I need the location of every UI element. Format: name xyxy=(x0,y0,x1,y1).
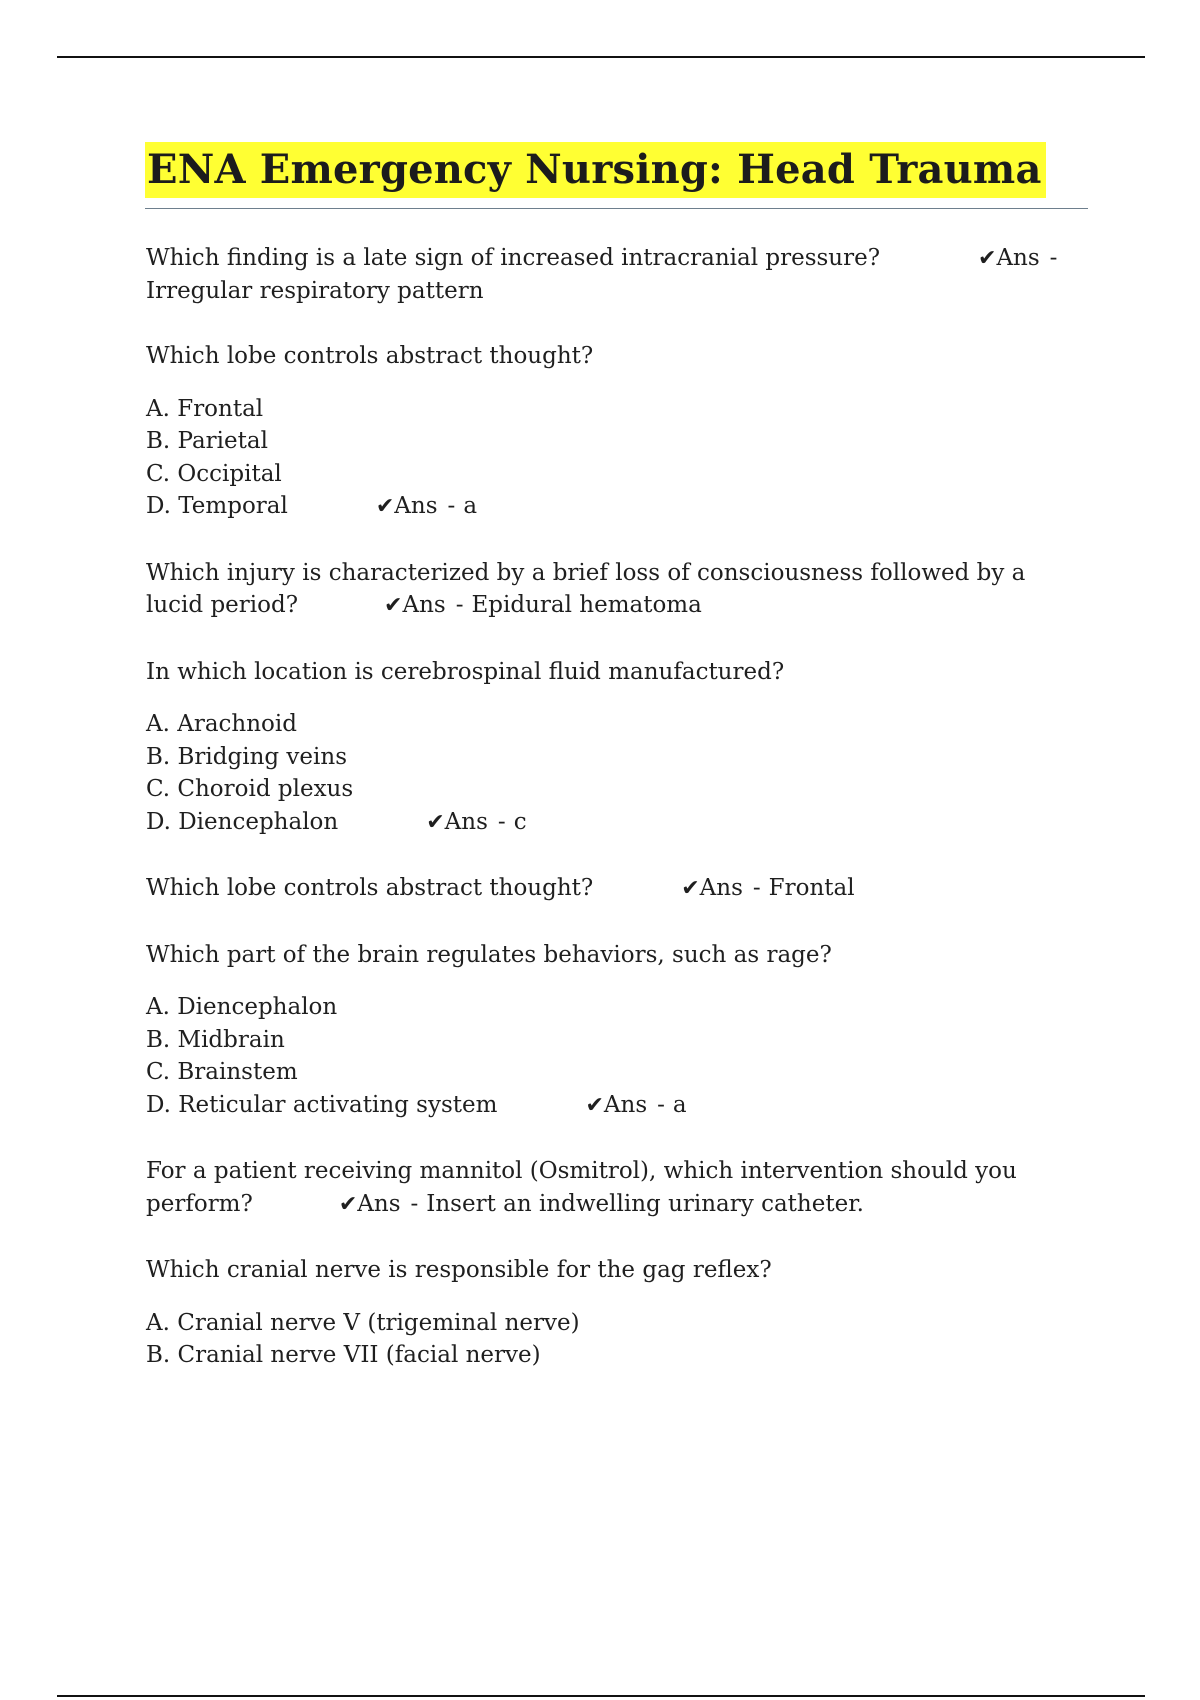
question-text: Which cranial nerve is responsible for the gag reflex? xyxy=(146,1257,772,1283)
answer-text: Epidural hematoma xyxy=(471,592,702,618)
checkmark-icon: ✔ xyxy=(681,876,700,901)
answer-text: Insert an indwelling urinary catheter. xyxy=(426,1190,864,1217)
option-item-with-answer xyxy=(146,490,1086,524)
answer-label: Ans xyxy=(699,875,743,901)
question-block xyxy=(146,939,1086,1123)
option-text: D. Temporal xyxy=(146,493,288,519)
answer-text: c xyxy=(513,808,527,835)
question-block xyxy=(146,1155,1086,1221)
answer-text: a xyxy=(463,493,478,519)
option-item: C. Brainstem xyxy=(146,1059,298,1085)
document-title: ENA Emergency Nursing: Head Trauma xyxy=(145,142,1046,198)
option-item: A. Diencephalon xyxy=(146,994,338,1020)
question-line-with-answer xyxy=(146,589,1086,623)
title-block xyxy=(145,142,1088,209)
checkmark-icon: ✔ xyxy=(338,1191,358,1217)
question-text: For a patient receiving mannitol (Osmitrol), which intervention should you xyxy=(146,1158,1017,1184)
answer-dash: - xyxy=(752,875,761,901)
answer-text: Irregular respiratory pattern xyxy=(146,277,484,304)
option-item: C. Choroid plexus xyxy=(146,776,354,802)
option-text: D. Reticular activating system xyxy=(146,1091,498,1118)
checkmark-icon: ✔ xyxy=(426,809,445,835)
checkmark-icon: ✔ xyxy=(384,593,403,618)
question-text: lucid period? xyxy=(146,592,299,618)
question-block xyxy=(146,557,1086,623)
answer-dash: - xyxy=(455,592,464,618)
option-item-with-answer xyxy=(146,1089,1086,1123)
answer-dash: - xyxy=(410,1190,419,1217)
answer-text: Frontal xyxy=(768,875,855,901)
option-list xyxy=(146,991,1086,1122)
question-block xyxy=(146,242,1086,307)
checkmark-icon: ✔ xyxy=(978,246,997,271)
option-list xyxy=(146,393,1086,524)
option-list xyxy=(146,708,1086,839)
option-item: B. Midbrain xyxy=(146,1026,285,1053)
question-text: perform? xyxy=(146,1190,253,1217)
answer-text: a xyxy=(672,1091,687,1118)
option-item: A. Frontal xyxy=(146,395,264,422)
option-item-with-answer xyxy=(146,806,1086,840)
answer-label: Ans xyxy=(357,1190,401,1217)
answer-dash: - xyxy=(657,1091,665,1118)
question-block xyxy=(146,656,1086,840)
answer-dash: - xyxy=(447,493,456,519)
option-list xyxy=(146,1307,1086,1372)
page-top-rule xyxy=(57,56,1145,58)
answer-marker xyxy=(978,242,1065,276)
answer-label: Ans xyxy=(996,245,1040,271)
answer-label: Ans xyxy=(394,493,438,519)
answer-dash: - xyxy=(497,808,506,835)
question-text: In which location is cerebrospinal fluid manufactured? xyxy=(146,658,785,685)
question-text: Which part of the brain regulates behaviors, such as rage? xyxy=(146,941,832,968)
page-bottom-rule xyxy=(57,1695,1145,1697)
question-block xyxy=(146,1254,1086,1372)
option-item: B. Cranial nerve VII (facial nerve) xyxy=(146,1342,541,1368)
question-block xyxy=(146,872,1086,906)
document-body xyxy=(146,242,1086,1405)
question-text: Which injury is characterized by a brief loss of consciousness followed by a xyxy=(146,559,1026,586)
option-item: B. Parietal xyxy=(146,428,268,454)
answer-label: Ans xyxy=(402,592,446,618)
question-text: Which lobe controls abstract thought? xyxy=(146,343,594,369)
question-block xyxy=(146,340,1086,524)
option-item: A. Arachnoid xyxy=(146,711,297,737)
question-line-with-answer xyxy=(146,1188,1086,1222)
option-item: C. Occipital xyxy=(146,460,282,487)
answer-label: Ans xyxy=(444,808,488,835)
option-text: D. Diencephalon xyxy=(146,808,339,835)
option-item: A. Cranial nerve V (trigeminal nerve) xyxy=(146,1309,580,1336)
answer-dash: - xyxy=(1049,245,1058,271)
question-line-with-answer xyxy=(146,872,1086,906)
checkmark-icon: ✔ xyxy=(375,494,395,519)
question-text: Which finding is a late sign of increased intracranial pressure? xyxy=(146,245,881,271)
option-item: B. Bridging veins xyxy=(146,743,348,770)
question-line xyxy=(146,242,1086,275)
question-text: Which lobe controls abstract thought? xyxy=(146,875,594,901)
answer-label: Ans xyxy=(603,1091,648,1118)
checkmark-icon: ✔ xyxy=(585,1092,604,1118)
